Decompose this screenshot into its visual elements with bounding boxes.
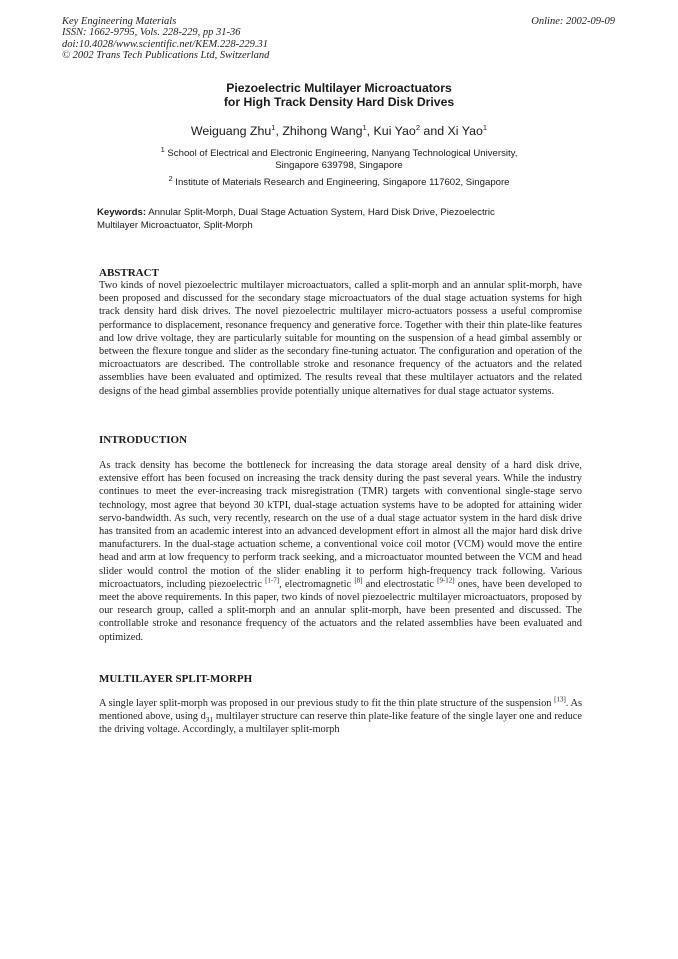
author-affiliation-mark: 1 <box>482 122 488 132</box>
multilayer-text-part: . As mentioned above, using d <box>99 698 582 723</box>
online-date: Online: 2002-09-09 <box>531 16 615 27</box>
introduction-text-part: ones, have been developed to meet the above requirements. In this paper, two kinds of novel piezoelectric multilayer microactuators, proposed by our research group, called a split-morph and an annular split-morph, have been presented and discussed. The controllable stroke and resonance frequency of the actuators and the related assemblies have been evaluated and optimized. <box>99 578 582 643</box>
journal-name: Key Engineering Materials <box>62 16 177 27</box>
affiliation-2 <box>0 173 678 189</box>
doi-line: doi:10.4028/www.scientific.net/KEM.228-229.31 <box>62 38 268 50</box>
citation: [13] <box>554 695 566 704</box>
author-name: Xi Yao <box>447 124 483 138</box>
affiliation-1-line-2: Singapore 639798, Singapore <box>275 160 403 171</box>
author-affiliation-mark: 1 <box>362 122 367 132</box>
introduction-text-part: As track density has become the bottleneck for increasing the data storage areal density of a hard disk drive, extensive effort has been focused on increasing the track density during the past several years. While the industry continues to meet the ever-increasing track misregistration (TMR) targets with conventional single-stage servo technology, most agree that beyond 30 kTPI, dual-stage actuation systems have to be adopted for attaining wider servo-bandwidth. As such, very recently, research on the use of a dual stage actuator system in the hard disk drive has transited from an academic interest into an advanced development effort in almost all the major hard disk drive manufacturers. In the dual-stage actuation scheme, a conventional voice coil motor (VCM) would move the entire head and arm at low frequency to perform track seeking, and a microactuator mounted between the VCM and head slider would control the motion of the slider enabling it to perform high-frequency track following. Various microactuators, including piezoelectric <box>99 460 582 590</box>
affiliation-mark: 1 <box>160 144 165 154</box>
introduction-text-part: , electromagnetic <box>279 578 352 590</box>
multilayer-split-morph-text <box>99 697 582 737</box>
abstract-heading: ABSTRACT <box>99 267 159 279</box>
introduction-text-part: and electrostatic <box>362 578 434 590</box>
paper-title <box>0 81 678 110</box>
subscript: 31 <box>205 715 214 725</box>
affiliation-1-line-1: School of Electrical and Electronic Engineering, Nanyang Technological University, <box>167 148 518 159</box>
author-separator: , <box>366 124 374 138</box>
author-name: Kui Yao <box>373 124 416 138</box>
keywords-text: Annular Split-Morph, Dual Stage Actuation System, Hard Disk Drive, Piezoelectric Multilayer Microactuator, Split-Morph <box>97 207 495 231</box>
affiliation-1 <box>0 144 678 172</box>
affiliation-mark: 2 <box>168 173 173 183</box>
citation: [8] <box>354 576 363 585</box>
copyright-line: © 2002 Trans Tech Publications Ltd, Switzerland <box>62 49 270 61</box>
keywords-label: Keywords: <box>97 207 147 218</box>
author-list <box>0 124 678 138</box>
author-name: Weiguang Zhu <box>190 124 272 138</box>
journal-header <box>62 16 269 61</box>
citation: [1-7] <box>265 576 280 585</box>
multilayer-text-part: A single layer split-morph was proposed in our previous study to fit the thin plate structure of the suspension <box>99 698 552 709</box>
author-affiliation-mark: 2 <box>415 122 420 132</box>
introduction-heading: INTRODUCTION <box>99 434 188 446</box>
title-line-2: for High Track Density Hard Disk Drives <box>223 95 455 110</box>
author-affiliation-mark: 1 <box>271 122 276 132</box>
author-separator: , <box>275 124 283 138</box>
author-separator: and <box>419 124 448 138</box>
title-line-1: Piezoelectric Multilayer Microactuators <box>226 81 452 95</box>
multilayer-split-morph-heading: MULTILAYER SPLIT-MORPH <box>99 673 253 685</box>
affiliation-2-line-1: Institute of Materials Research and Engineering, Singapore 117602, Singapore <box>175 177 510 188</box>
citation: [9-12] <box>437 576 455 585</box>
introduction-text <box>99 459 582 644</box>
multilayer-text-part: multilayer structure can reserve thin plate-like feature of the single layer one and reduce the driving voltage. Accordingly, a multilayer split-morph <box>99 711 582 736</box>
abstract-text: Two kinds of novel piezoelectric multilayer microactuators, called a split-morph and an annular split-morph, have been proposed and discussed for the secondary stage microactuators of the dual stage actuation systems for high track density hard disk drives. The novel piezoelectric multilayer micro-actuators possess a useful compromise performance to displacement, resonance frequency and generative force. Together with their thin plate-like features and low drive voltage, they are particularly suitable for mounting on the suspension of a head gimbal assembly or between the flexure tongue and slider as the secondary fine-tuning actuator. The configuration and operation of the microactuators are described. The controllable stroke and resonance frequency of the actuators and the related assemblies have been evaluated and optimized. The results reveal that these multilayer actuators and the related designs of the head gimbal assemblies provide potentially unique alternatives for dual stage actuator systems. <box>99 280 582 397</box>
author-name: Zhihong Wang <box>282 124 363 138</box>
keywords <box>97 207 537 232</box>
issn-line: ISSN: 1662-9795, Vols. 228-229, pp 31-36 <box>62 27 241 39</box>
